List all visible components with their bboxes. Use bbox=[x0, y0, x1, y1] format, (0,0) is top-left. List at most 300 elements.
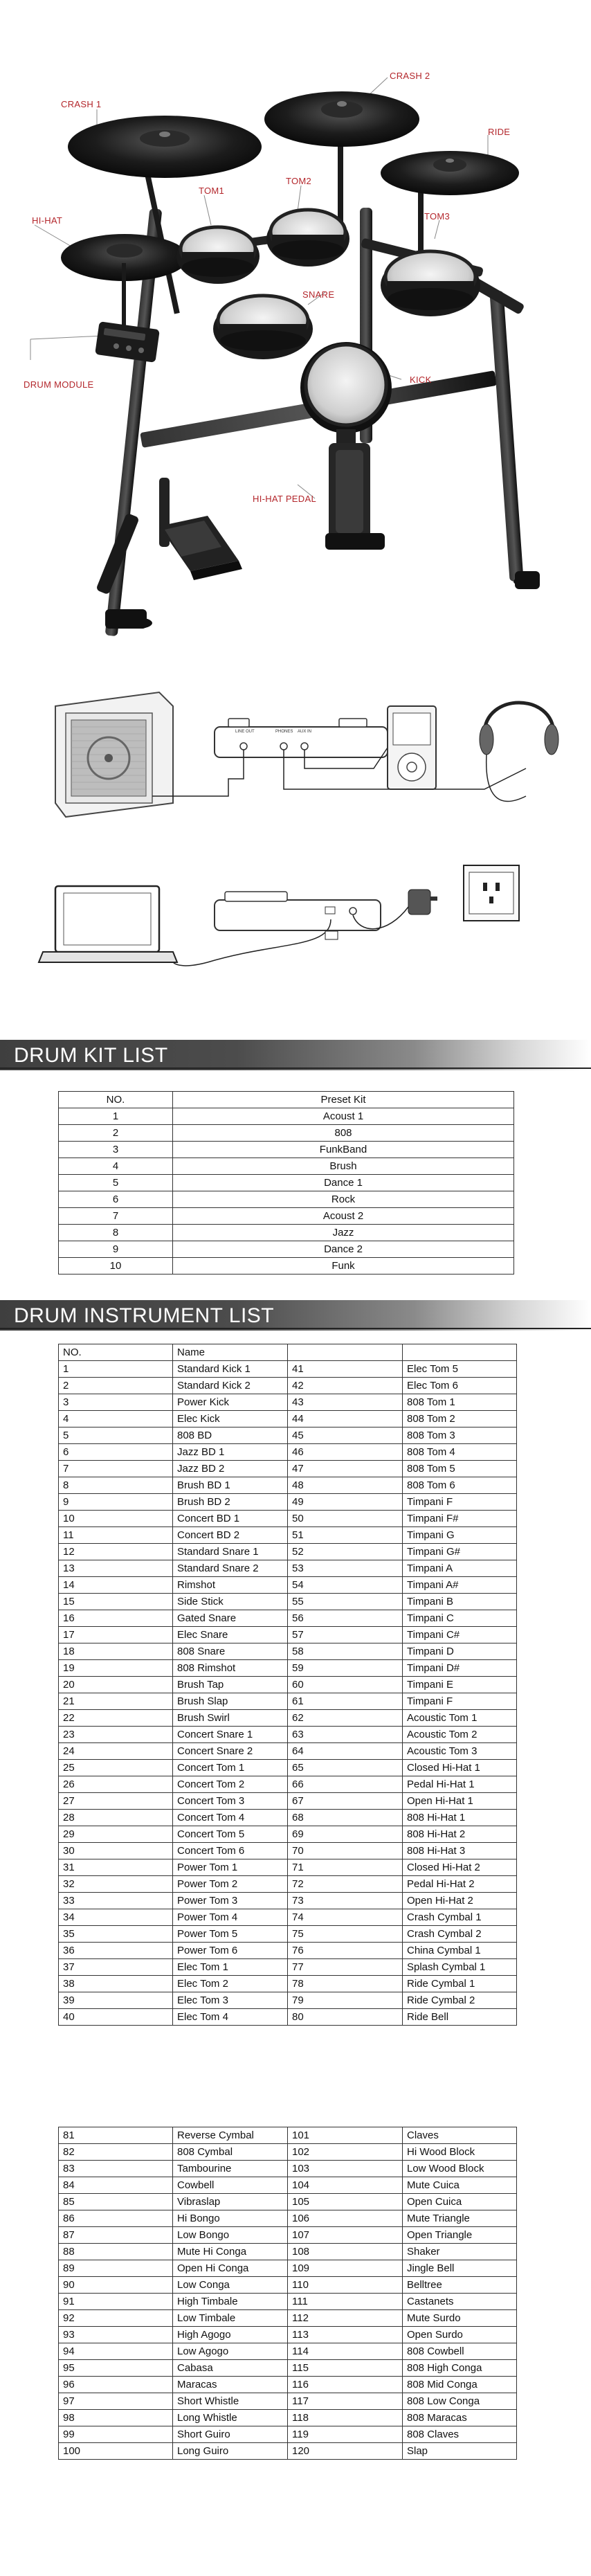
module-usb-icon bbox=[215, 892, 381, 930]
table-row bbox=[59, 1241, 514, 1258]
instrument-name: Jazz BD 1 bbox=[173, 1444, 288, 1461]
table-row bbox=[59, 1494, 517, 1511]
instrument-name: 808 Hi-Hat 1 bbox=[403, 1810, 517, 1826]
instrument-name: Concert Tom 2 bbox=[173, 1776, 288, 1793]
wall-socket-icon bbox=[464, 865, 519, 921]
instrument-name: Long Guiro bbox=[173, 2443, 288, 2460]
instrument-name: Timpani G bbox=[403, 1527, 517, 1544]
instrument-number: 49 bbox=[288, 1494, 403, 1511]
drum-kit-table bbox=[58, 1091, 514, 1275]
table-row bbox=[59, 1743, 517, 1760]
instrument-name: 808 Mid Conga bbox=[403, 2377, 517, 2393]
instrument-number: 5 bbox=[59, 1427, 173, 1444]
instrument-name: Tambourine bbox=[173, 2161, 288, 2177]
instrument-name: Timpani A bbox=[403, 1560, 517, 1577]
table-row bbox=[59, 1793, 517, 1810]
instrument-number: 53 bbox=[288, 1560, 403, 1577]
drum-instrument-list-banner bbox=[0, 1300, 591, 1331]
instrument-number: 90 bbox=[59, 2277, 173, 2294]
instrument-name: Open Hi-Hat 1 bbox=[403, 1793, 517, 1810]
instrument-name: Power Kick bbox=[173, 1394, 288, 1411]
instrument-name: Mute Surdo bbox=[403, 2310, 517, 2327]
instrument-number: 16 bbox=[59, 1610, 173, 1627]
connection-drawing bbox=[0, 658, 591, 983]
instrument-name: 808 Rimshot bbox=[173, 1660, 288, 1677]
table-row bbox=[59, 1727, 517, 1743]
instrument-number: 102 bbox=[288, 2144, 403, 2161]
kit-number: 5 bbox=[59, 1175, 173, 1191]
table-row bbox=[59, 1693, 517, 1710]
instrument-name: High Agogo bbox=[173, 2327, 288, 2343]
instrument-name: Cowbell bbox=[173, 2177, 288, 2194]
header-no: NO. bbox=[59, 1092, 173, 1108]
instrument-name: Power Tom 2 bbox=[173, 1876, 288, 1893]
instrument-name: Standard Kick 1 bbox=[173, 1361, 288, 1378]
table-row bbox=[59, 1511, 517, 1527]
instrument-number: 116 bbox=[288, 2377, 403, 2393]
instrument-number: 29 bbox=[59, 1826, 173, 1843]
instrument-number: 18 bbox=[59, 1643, 173, 1660]
instrument-name: Hi Bongo bbox=[173, 2210, 288, 2227]
instrument-number: 120 bbox=[288, 2443, 403, 2460]
instrument-name: Jingle Bell bbox=[403, 2260, 517, 2277]
kit-number: 10 bbox=[59, 1258, 173, 1275]
instrument-name: 808 Tom 3 bbox=[403, 1427, 517, 1444]
instrument-name: Belltree bbox=[403, 2277, 517, 2294]
table-row bbox=[59, 1361, 517, 1378]
ride-cymbal bbox=[381, 151, 519, 195]
label-line-out: LINE OUT bbox=[235, 730, 255, 734]
instrument-name: Power Tom 6 bbox=[173, 1943, 288, 1959]
instrument-name: Brush BD 2 bbox=[173, 1494, 288, 1511]
instrument-number: 92 bbox=[59, 2310, 173, 2327]
instrument-number: 26 bbox=[59, 1776, 173, 1793]
kit-name: Jazz bbox=[173, 1225, 514, 1241]
instrument-number: 104 bbox=[288, 2177, 403, 2194]
instrument-name: Short Guiro bbox=[173, 2426, 288, 2443]
drum-instrument-list-title: DRUM INSTRUMENT LIST bbox=[14, 1304, 275, 1327]
instrument-number: 13 bbox=[59, 1560, 173, 1577]
instrument-number: 3 bbox=[59, 1394, 173, 1411]
instrument-name: Mute Triangle bbox=[403, 2210, 517, 2227]
instrument-number: 81 bbox=[59, 2127, 173, 2144]
instrument-name: Cabasa bbox=[173, 2360, 288, 2377]
amplifier-icon bbox=[55, 692, 173, 817]
table-row bbox=[59, 2144, 517, 2161]
instrument-number: 7 bbox=[59, 1461, 173, 1477]
table-row bbox=[59, 1876, 517, 1893]
instrument-number: 32 bbox=[59, 1876, 173, 1893]
table-row bbox=[59, 1677, 517, 1693]
drum-kit-list-title: DRUM KIT LIST bbox=[14, 1044, 168, 1067]
table-row bbox=[59, 1859, 517, 1876]
table-row bbox=[59, 1760, 517, 1776]
table-row bbox=[59, 1208, 514, 1225]
kit-number: 3 bbox=[59, 1142, 173, 1158]
instrument-number: 79 bbox=[288, 1992, 403, 2009]
instrument-name: Long Whistle bbox=[173, 2410, 288, 2426]
mp3-player-icon bbox=[388, 706, 436, 789]
instrument-number: 76 bbox=[288, 1943, 403, 1959]
label-tom-1: TOM1 bbox=[199, 186, 225, 196]
instrument-name: 808 Tom 1 bbox=[403, 1394, 517, 1411]
table-row bbox=[59, 2260, 517, 2277]
instrument-number: 80 bbox=[288, 2009, 403, 2026]
instrument-name: China Cymbal 1 bbox=[403, 1943, 517, 1959]
instrument-name: 808 Maracas bbox=[403, 2410, 517, 2426]
table-row bbox=[59, 1108, 514, 1125]
instrument-number: 106 bbox=[288, 2210, 403, 2227]
instrument-name: 808 Snare bbox=[173, 1643, 288, 1660]
instrument-name: Jazz BD 2 bbox=[173, 1461, 288, 1477]
instrument-name: Side Stick bbox=[173, 1594, 288, 1610]
instrument-number: 6 bbox=[59, 1444, 173, 1461]
instrument-number: 8 bbox=[59, 1477, 173, 1494]
instrument-number: 98 bbox=[59, 2410, 173, 2426]
table-row bbox=[59, 1444, 517, 1461]
instrument-number: 70 bbox=[288, 1843, 403, 1859]
instrument-number: 24 bbox=[59, 1743, 173, 1760]
instrument-number: 59 bbox=[288, 1660, 403, 1677]
instrument-name: Standard Snare 2 bbox=[173, 1560, 288, 1577]
instrument-name: Maracas bbox=[173, 2377, 288, 2393]
table-row bbox=[59, 1394, 517, 1411]
instrument-number: 60 bbox=[288, 1677, 403, 1693]
kit-number: 7 bbox=[59, 1208, 173, 1225]
table-row bbox=[59, 2393, 517, 2410]
table-row bbox=[59, 2177, 517, 2194]
table-row bbox=[59, 1909, 517, 1926]
instrument-number: 109 bbox=[288, 2260, 403, 2277]
instrument-name: Power Tom 3 bbox=[173, 1893, 288, 1909]
table-row bbox=[59, 1610, 517, 1627]
instrument-name: Ride Bell bbox=[403, 2009, 517, 2026]
instrument-number: 36 bbox=[59, 1943, 173, 1959]
kit-number: 8 bbox=[59, 1225, 173, 1241]
instrument-number: 14 bbox=[59, 1577, 173, 1594]
table-row bbox=[59, 1527, 517, 1544]
table-row bbox=[59, 1660, 517, 1677]
instrument-number: 91 bbox=[59, 2294, 173, 2310]
instrument-name: Timpani G# bbox=[403, 1544, 517, 1560]
instrument-number: 34 bbox=[59, 1909, 173, 1926]
instrument-number: 23 bbox=[59, 1727, 173, 1743]
instrument-number: 44 bbox=[288, 1411, 403, 1427]
instrument-number: 63 bbox=[288, 1727, 403, 1743]
instrument-number: 12 bbox=[59, 1544, 173, 1560]
instrument-number: 4 bbox=[59, 1411, 173, 1427]
instrument-name: Timpani E bbox=[403, 1677, 517, 1693]
table-row bbox=[59, 2310, 517, 2327]
instrument-name: Elec Tom 4 bbox=[173, 2009, 288, 2026]
table-row bbox=[59, 1926, 517, 1943]
instrument-number: 27 bbox=[59, 1793, 173, 1810]
instrument-name: Brush Tap bbox=[173, 1677, 288, 1693]
kit-name: Acoust 2 bbox=[173, 1208, 514, 1225]
table-row bbox=[59, 1427, 517, 1444]
instrument-name: Timpani F# bbox=[403, 1511, 517, 1527]
instrument-name: Vibraslap bbox=[173, 2194, 288, 2210]
laptop-icon bbox=[39, 886, 177, 962]
instrument-number: 46 bbox=[288, 1444, 403, 1461]
instrument-number: 93 bbox=[59, 2327, 173, 2343]
instrument-number: 58 bbox=[288, 1643, 403, 1660]
table-row bbox=[59, 2210, 517, 2227]
table-row bbox=[59, 1125, 514, 1142]
instrument-name: Elec Tom 6 bbox=[403, 1378, 517, 1394]
instrument-name: Elec Kick bbox=[173, 1411, 288, 1427]
table-header-row bbox=[59, 1092, 514, 1108]
instrument-number: 21 bbox=[59, 1693, 173, 1710]
instrument-name: 808 Low Conga bbox=[403, 2393, 517, 2410]
instrument-number: 25 bbox=[59, 1760, 173, 1776]
instrument-number: 77 bbox=[288, 1959, 403, 1976]
instrument-table-1 bbox=[58, 1344, 517, 2026]
instrument-name: Low Conga bbox=[173, 2277, 288, 2294]
table-row bbox=[59, 1893, 517, 1909]
instrument-number: 66 bbox=[288, 1776, 403, 1793]
table-row bbox=[59, 1378, 517, 1394]
instrument-number: 108 bbox=[288, 2244, 403, 2260]
kit-number: 4 bbox=[59, 1158, 173, 1175]
table-row bbox=[59, 1943, 517, 1959]
instrument-name: Timpani F bbox=[403, 1494, 517, 1511]
instrument-name: Acoustic Tom 2 bbox=[403, 1727, 517, 1743]
instrument-number: 107 bbox=[288, 2227, 403, 2244]
instrument-name: Concert Tom 5 bbox=[173, 1826, 288, 1843]
crash-2-cymbal bbox=[264, 91, 419, 147]
instrument-name: Standard Snare 1 bbox=[173, 1544, 288, 1560]
kit-number: 1 bbox=[59, 1108, 173, 1125]
instrument-name: Hi Wood Block bbox=[403, 2144, 517, 2161]
instrument-number: 11 bbox=[59, 1527, 173, 1544]
instrument-number: 41 bbox=[288, 1361, 403, 1378]
drum-kit-list-banner bbox=[0, 1040, 591, 1070]
instrument-name: Closed Hi-Hat 1 bbox=[403, 1760, 517, 1776]
instrument-number: 101 bbox=[288, 2127, 403, 2144]
instrument-name: Castanets bbox=[403, 2294, 517, 2310]
label-tom-2: TOM2 bbox=[286, 176, 312, 186]
instrument-number: 72 bbox=[288, 1876, 403, 1893]
instrument-number: 86 bbox=[59, 2210, 173, 2227]
kit-name: Acoust 1 bbox=[173, 1108, 514, 1125]
instrument-name: Crash Cymbal 2 bbox=[403, 1926, 517, 1943]
instrument-number: 103 bbox=[288, 2161, 403, 2177]
instrument-name: Acoustic Tom 1 bbox=[403, 1710, 517, 1727]
table-row bbox=[59, 1627, 517, 1643]
kit-name: Rock bbox=[173, 1191, 514, 1208]
instrument-name: Gated Snare bbox=[173, 1610, 288, 1627]
instrument-number: 75 bbox=[288, 1926, 403, 1943]
instrument-name: Crash Cymbal 1 bbox=[403, 1909, 517, 1926]
label-kick: KICK bbox=[410, 375, 432, 385]
instrument-number: 51 bbox=[288, 1527, 403, 1544]
instrument-name: Concert BD 2 bbox=[173, 1527, 288, 1544]
instrument-number: 97 bbox=[59, 2393, 173, 2410]
connection-diagrams bbox=[0, 658, 591, 983]
instrument-name: 808 Claves bbox=[403, 2426, 517, 2443]
instrument-name: Open Cuica bbox=[403, 2194, 517, 2210]
table-row bbox=[59, 2127, 517, 2144]
instrument-number: 39 bbox=[59, 1992, 173, 2009]
instrument-name: Standard Kick 2 bbox=[173, 1378, 288, 1394]
table-header-row bbox=[59, 1344, 517, 1361]
instrument-name: Mute Hi Conga bbox=[173, 2244, 288, 2260]
hi-hat-pedal bbox=[159, 516, 242, 580]
table-row bbox=[59, 2227, 517, 2244]
instrument-number: 30 bbox=[59, 1843, 173, 1859]
table-row bbox=[59, 1710, 517, 1727]
instrument-name: 808 Hi-Hat 3 bbox=[403, 1843, 517, 1859]
snare-pad bbox=[213, 296, 313, 359]
instrument-name: Elec Snare bbox=[173, 1627, 288, 1643]
table-row bbox=[59, 1560, 517, 1577]
instrument-number: 45 bbox=[288, 1427, 403, 1444]
instrument-table-2 bbox=[58, 2127, 517, 2460]
table-row bbox=[59, 2277, 517, 2294]
instrument-name: High Timbale bbox=[173, 2294, 288, 2310]
instrument-number: 28 bbox=[59, 1810, 173, 1826]
table-row bbox=[59, 1776, 517, 1793]
instrument-name: Slap bbox=[403, 2443, 517, 2460]
kit-name: FunkBand bbox=[173, 1142, 514, 1158]
table-row bbox=[59, 1992, 517, 2009]
kit-name: 808 bbox=[173, 1125, 514, 1142]
instrument-number: 112 bbox=[288, 2310, 403, 2327]
kit-number: 2 bbox=[59, 1125, 173, 1142]
table-row bbox=[59, 2294, 517, 2310]
table-row bbox=[59, 1477, 517, 1494]
table-row bbox=[59, 2343, 517, 2360]
instrument-name: 808 Cymbal bbox=[173, 2144, 288, 2161]
instrument-number: 52 bbox=[288, 1544, 403, 1560]
instrument-name: Rimshot bbox=[173, 1577, 288, 1594]
table-row bbox=[59, 2360, 517, 2377]
kit-number: 6 bbox=[59, 1191, 173, 1208]
instrument-number: 57 bbox=[288, 1627, 403, 1643]
table-row bbox=[59, 1843, 517, 1859]
instrument-name: Concert Tom 1 bbox=[173, 1760, 288, 1776]
instrument-name: 808 Tom 6 bbox=[403, 1477, 517, 1494]
module-top-icon bbox=[215, 719, 388, 757]
table-row bbox=[59, 2443, 517, 2460]
instrument-number: 95 bbox=[59, 2360, 173, 2377]
instrument-number: 89 bbox=[59, 2260, 173, 2277]
instrument-number: 48 bbox=[288, 1477, 403, 1494]
drum-kit-illustration bbox=[0, 0, 591, 637]
instrument-name: Pedal Hi-Hat 1 bbox=[403, 1776, 517, 1793]
instrument-number: 85 bbox=[59, 2194, 173, 2210]
kit-number: 9 bbox=[59, 1241, 173, 1258]
instrument-number: 9 bbox=[59, 1494, 173, 1511]
instrument-name: Reverse Cymbal bbox=[173, 2127, 288, 2144]
instrument-name: Elec Tom 1 bbox=[173, 1959, 288, 1976]
table-row bbox=[59, 1976, 517, 1992]
instrument-name: Power Tom 1 bbox=[173, 1859, 288, 1876]
drum-module bbox=[95, 321, 160, 363]
label-crash-1: CRASH 1 bbox=[61, 99, 102, 109]
usb-plug-icon bbox=[325, 931, 338, 939]
table-row bbox=[59, 1411, 517, 1427]
table-row bbox=[59, 1594, 517, 1610]
table-row bbox=[59, 1461, 517, 1477]
instrument-name: Timpani B bbox=[403, 1594, 517, 1610]
instrument-number: 47 bbox=[288, 1461, 403, 1477]
kit-name: Dance 1 bbox=[173, 1175, 514, 1191]
instrument-name: Timpani C# bbox=[403, 1627, 517, 1643]
table-row bbox=[59, 1258, 514, 1275]
instrument-name: Open Hi-Hat 2 bbox=[403, 1893, 517, 1909]
table-row bbox=[59, 1158, 514, 1175]
instrument-name: Timpani A# bbox=[403, 1577, 517, 1594]
instrument-number: 42 bbox=[288, 1378, 403, 1394]
instrument-name: 808 Tom 2 bbox=[403, 1411, 517, 1427]
instrument-number: 2 bbox=[59, 1378, 173, 1394]
instrument-number: 94 bbox=[59, 2343, 173, 2360]
instrument-number: 40 bbox=[59, 2009, 173, 2026]
instrument-number: 38 bbox=[59, 1976, 173, 1992]
tom-3-pad bbox=[381, 251, 480, 316]
label-snare: SNARE bbox=[302, 289, 335, 300]
instrument-name: Concert BD 1 bbox=[173, 1511, 288, 1527]
table-row bbox=[59, 2410, 517, 2426]
table-row bbox=[59, 2194, 517, 2210]
instrument-name: 808 Tom 5 bbox=[403, 1461, 517, 1477]
instrument-name: Concert Snare 2 bbox=[173, 1743, 288, 1760]
instrument-number: 99 bbox=[59, 2426, 173, 2443]
headphones-icon bbox=[480, 703, 558, 802]
instrument-number: 69 bbox=[288, 1826, 403, 1843]
instrument-number: 71 bbox=[288, 1859, 403, 1876]
label-hi-hat: HI-HAT bbox=[32, 215, 63, 226]
instrument-number: 115 bbox=[288, 2360, 403, 2377]
instrument-name: Ride Cymbal 2 bbox=[403, 1992, 517, 2009]
instrument-name: Open Triangle bbox=[403, 2227, 517, 2244]
table-row bbox=[59, 1959, 517, 1976]
table-row bbox=[59, 2009, 517, 2026]
table-row bbox=[59, 1225, 514, 1241]
instrument-number: 54 bbox=[288, 1577, 403, 1594]
instrument-number: 62 bbox=[288, 1710, 403, 1727]
instrument-name: Brush Slap bbox=[173, 1693, 288, 1710]
instrument-name: Ride Cymbal 1 bbox=[403, 1976, 517, 1992]
instrument-name: Short Whistle bbox=[173, 2393, 288, 2410]
instrument-number: 74 bbox=[288, 1909, 403, 1926]
tom-1-pad bbox=[176, 227, 260, 284]
instrument-number: 22 bbox=[59, 1710, 173, 1727]
instrument-number: 88 bbox=[59, 2244, 173, 2260]
label-hi-hat-pedal: HI-HAT PEDAL bbox=[253, 494, 316, 504]
instrument-name: 808 High Conga bbox=[403, 2360, 517, 2377]
label-aux-in: AUX IN bbox=[298, 730, 312, 734]
instrument-name: 808 Hi-Hat 2 bbox=[403, 1826, 517, 1843]
instrument-number: 56 bbox=[288, 1610, 403, 1627]
header-preset-kit: Preset Kit bbox=[173, 1092, 514, 1108]
instrument-name: Closed Hi-Hat 2 bbox=[403, 1859, 517, 1876]
instrument-number: 87 bbox=[59, 2227, 173, 2244]
instrument-number: 17 bbox=[59, 1627, 173, 1643]
instrument-name: Low Bongo bbox=[173, 2227, 288, 2244]
kick-pad bbox=[300, 342, 392, 550]
table-row bbox=[59, 1544, 517, 1560]
instrument-number: 31 bbox=[59, 1859, 173, 1876]
table-row bbox=[59, 1175, 514, 1191]
table-row bbox=[59, 2327, 517, 2343]
instrument-number: 19 bbox=[59, 1660, 173, 1677]
table-row bbox=[59, 1826, 517, 1843]
instrument-name: Shaker bbox=[403, 2244, 517, 2260]
table-row bbox=[59, 1142, 514, 1158]
